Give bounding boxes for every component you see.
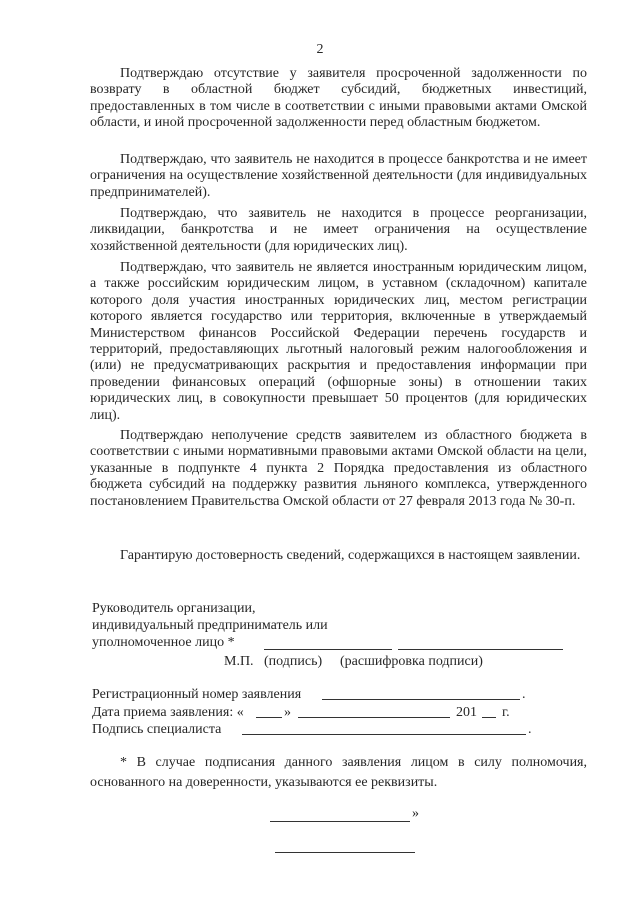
- specialist-label: Подпись специалиста: [92, 722, 222, 737]
- paragraph-guarantee: Гарантирую достоверность сведений, содержащихся в настоящем заявлении.: [120, 548, 581, 563]
- bottom-line-2: [275, 852, 415, 853]
- paragraph-no-bankruptcy-ip: Подтверждаю, что заявитель не находится в процессе банкротства и не имеет ограничения на осуществление хозяйственной деятельности (для индивидуальных предпринимателей).: [90, 152, 587, 200]
- footnote: * В случае подписания данного заявления лицом в силу полномочия, основанного на доверенности, указываются ее реквизиты.: [90, 755, 587, 790]
- date-year-line: [482, 717, 496, 718]
- signatory-line-1: Руководитель организации,: [92, 601, 256, 616]
- specialist-signature-line: [242, 734, 526, 735]
- date-day-line: [256, 717, 282, 718]
- specialist-period: .: [528, 722, 532, 737]
- signature-decode-line: [398, 649, 563, 650]
- reg-number-period: .: [522, 687, 526, 702]
- signatory-line-2: индивидуальный предприниматель или: [92, 618, 328, 633]
- page-number: 2: [316, 42, 324, 57]
- date-quote-close: »: [284, 705, 291, 720]
- paragraph-no-other-funds: Подтверждаю неполучение средств заявителем из областного бюджета в соответствии с иными нормативными правовыми актами Омской области на цели, указанные в подпункте 4 пункта 2 Порядка предоставления из областного бюджета субсидий на поддержку развития льняного комплекса, утвержденного постановлением Правительства Омской области от 27 февраля 2013 года № 30-п.: [90, 428, 587, 509]
- date-year-suffix: г.: [502, 705, 510, 720]
- bottom-quote: »: [412, 806, 419, 821]
- date-year-prefix: 201: [456, 705, 477, 720]
- signatory-line-3: уполномоченное лицо *: [92, 635, 235, 650]
- bottom-line-1: [270, 821, 410, 822]
- reg-number-label: Регистрационный номер заявления: [92, 687, 302, 702]
- signature-caption: (подпись): [264, 654, 323, 669]
- date-month-line: [298, 717, 450, 718]
- stamp-mark: М.П.: [224, 654, 254, 669]
- signature-decode-caption: (расшифровка подписи): [340, 654, 483, 669]
- paragraph-not-foreign-entity: Подтверждаю, что заявитель не является иностранным юридическим лицом, а также российским юридическим лицом, в уставном (складочном) капитале которого доля участия иностранных юридических лиц, местом регистрации которого является государство или территория, включенные в утверждаемый Министерством финансов Российской Федерации перечень государств и территорий, предоставляющих льготный налоговый режим налогообложения и (или) не предусматривающих раскрытия и предоставления информации при проведении финансовых операций (офшорные зоны) в отношении таких юридических лиц, в совокупности превышает 50 процентов (для юридических лиц).: [90, 260, 587, 423]
- date-label: Дата приема заявления: «: [92, 705, 244, 720]
- paragraph-no-debt: Подтверждаю отсутствие у заявителя просроченной задолженности по возврату в областной бюджет субсидий, бюджетных инвестиций, предоставленных в том числе в соответствии с иными правовыми актами Омской области, и иной просроченной задолженности перед областным бюджетом.: [90, 66, 587, 131]
- paragraph-no-reorganization: Подтверждаю, что заявитель не находится в процессе реорганизации, ликвидации, банкротства и не имеет ограничения на осуществление хозяйственной деятельности (для юридических лиц).: [90, 206, 587, 254]
- signature-line: [264, 649, 392, 650]
- reg-number-line: [322, 699, 520, 700]
